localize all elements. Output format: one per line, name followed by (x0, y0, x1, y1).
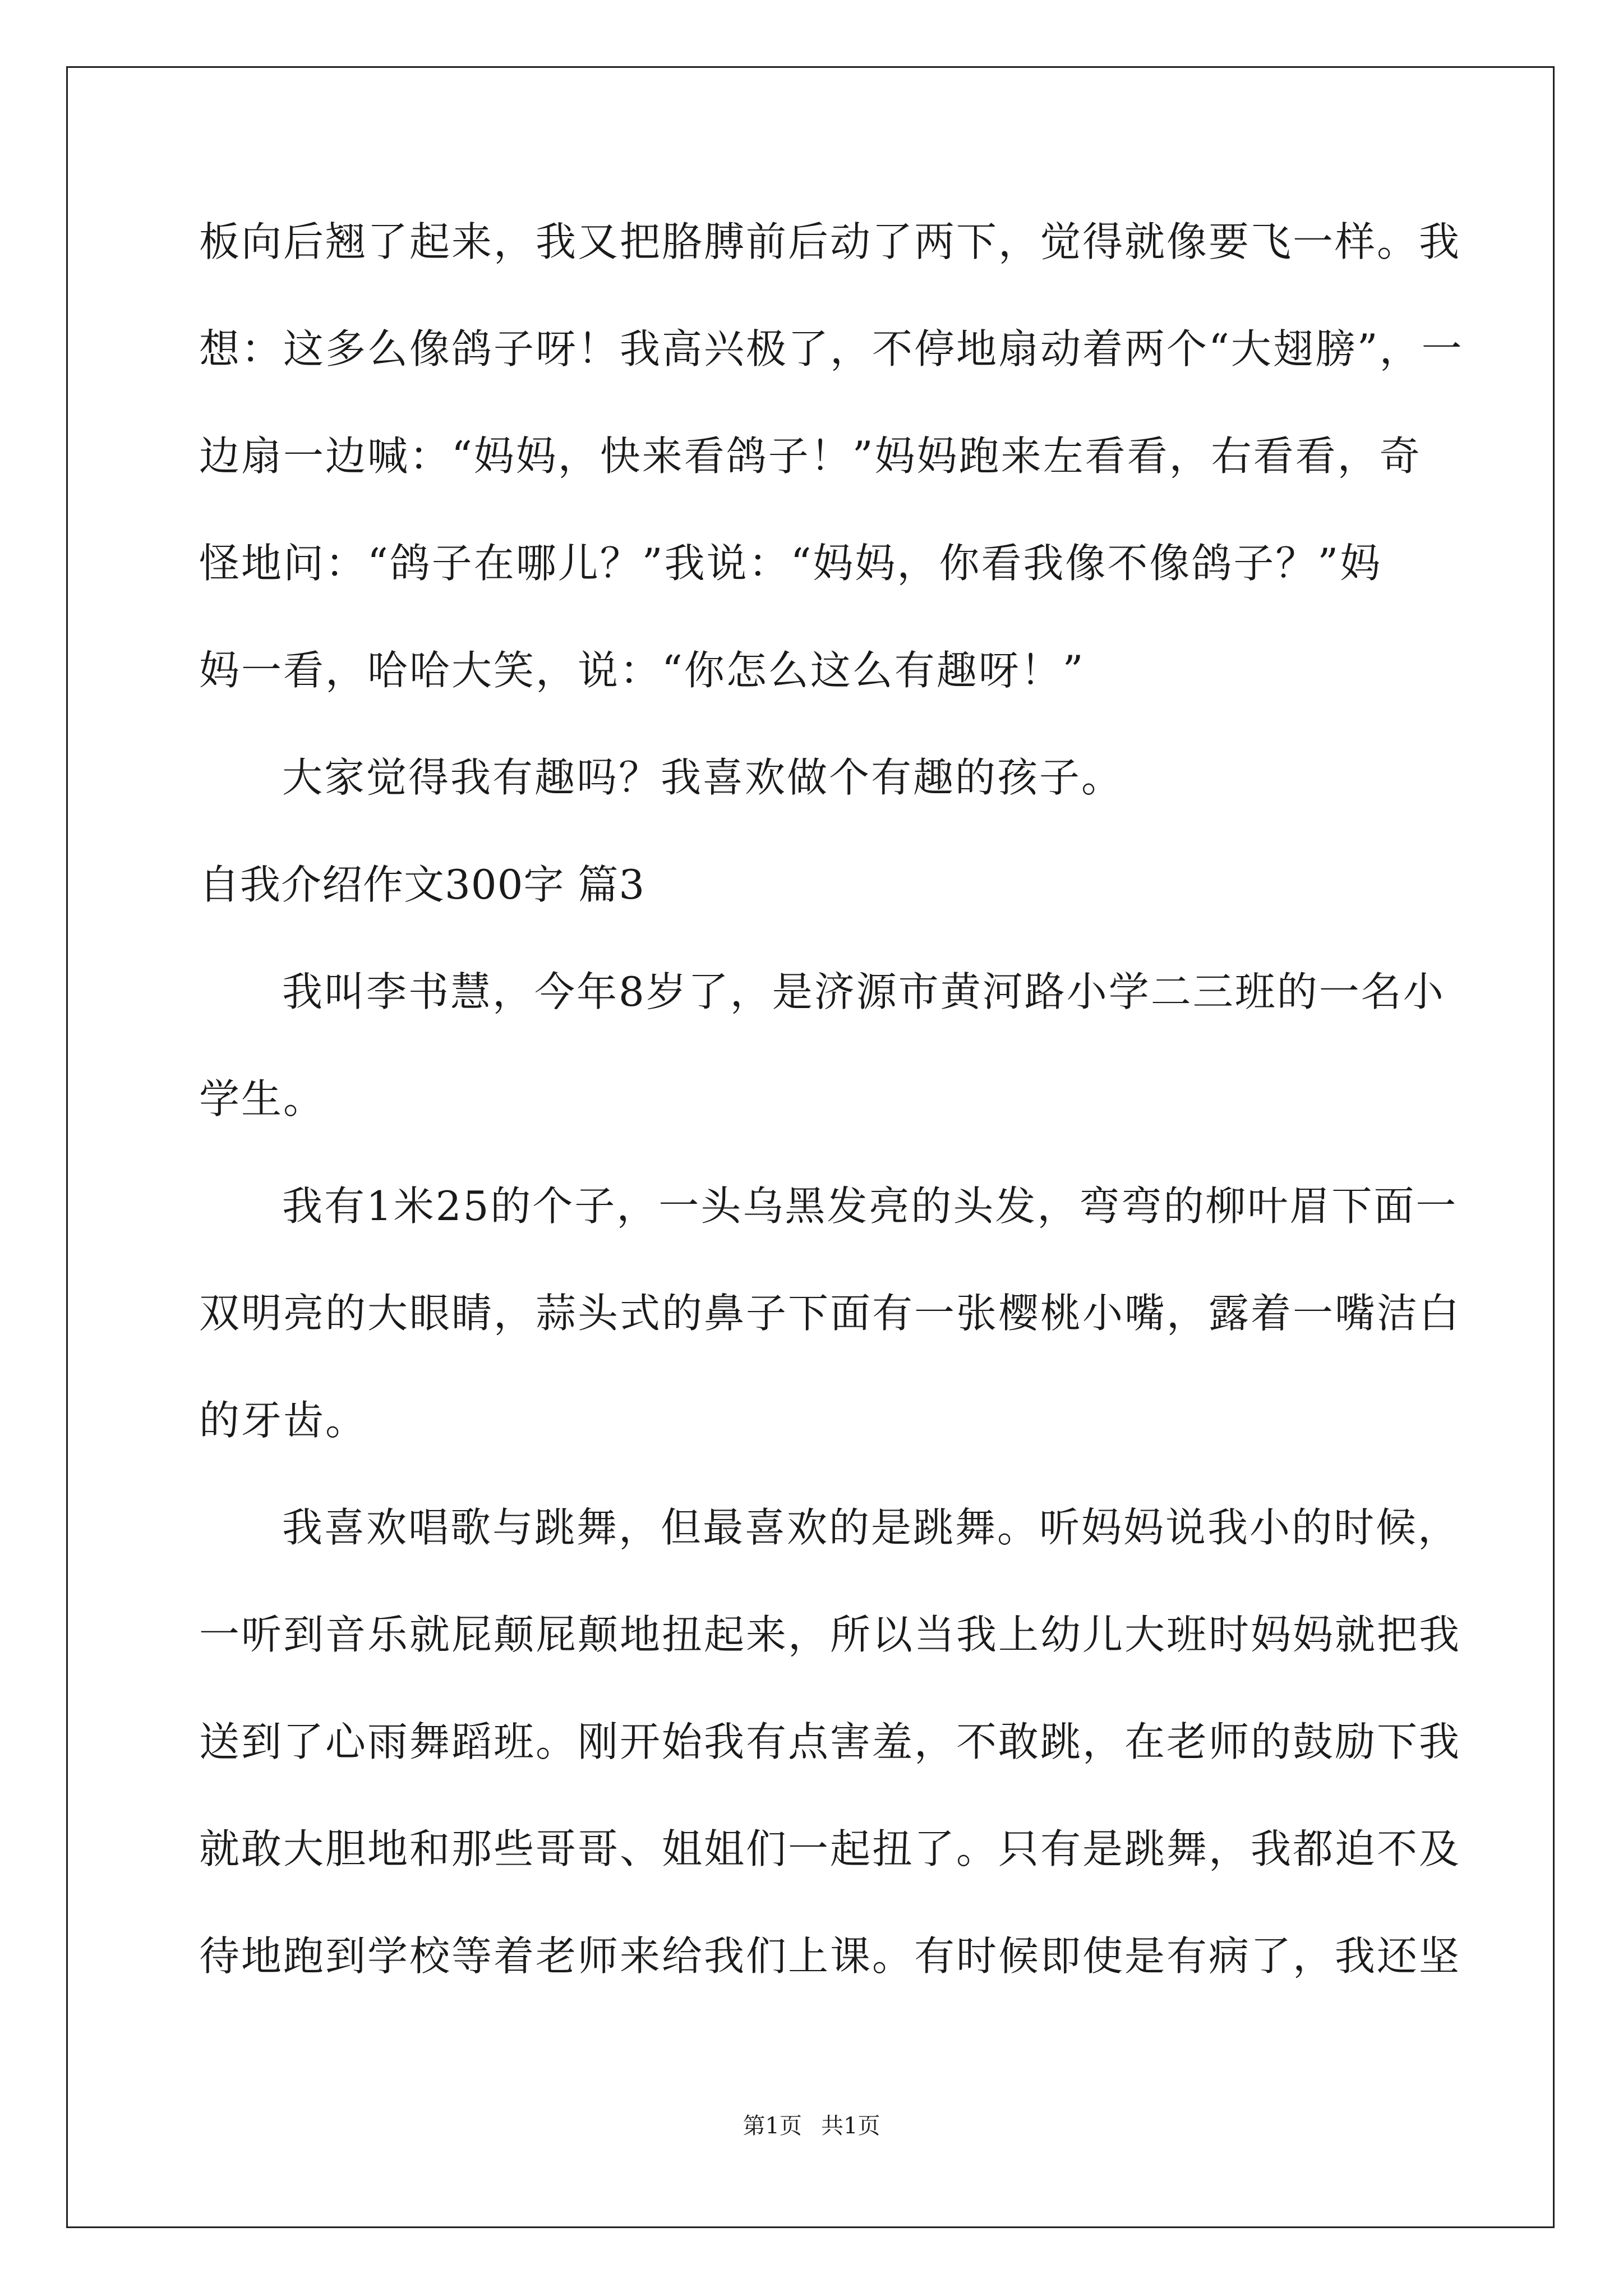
paragraph-line: 边扇一边喊：“妈妈，快来看鸽子！”妈妈跑来左看看，右看看，奇 (199, 432, 1422, 480)
page-footer (0, 2115, 1623, 2137)
paragraph-line: 怪地问：“鸽子在哪儿？”我说：“妈妈，你看我像不像鸽子？”妈 (199, 540, 1382, 587)
paragraph-line: 送到了心雨舞蹈班。刚开始我有点害羞，不敢跳，在老师的鼓励下我 (199, 1718, 1461, 1765)
section-heading: 自我介绍作文300字 篇3 (199, 861, 645, 908)
paragraph-line: 大家觉得我有趣吗？我喜欢做个有趣的孩子。 (282, 754, 1124, 801)
paragraph-line: 的牙齿。 (199, 1397, 368, 1444)
paragraph-line: 就敢大胆地和那些哥哥、姐姐们一起扭了。只有是跳舞，我都迫不及 (199, 1825, 1461, 1872)
document-body (199, 218, 1464, 2043)
page-count: 共1页 (821, 2113, 880, 2139)
paragraph-line: 我有1米25的个子，一头乌黑发亮的头发，弯弯的柳叶眉下面一 (282, 1182, 1458, 1230)
paragraph-line: 待地跑到学校等着老师来给我们上课。有时候即使是有病了，我还坚 (199, 1932, 1461, 1980)
paragraph-line: 双明亮的大眼睛，蒜头式的鼻子下面有一张樱桃小嘴，露着一嘴洁白 (199, 1290, 1461, 1337)
page-number: 第1页 (743, 2113, 802, 2139)
paragraph-line: 妈一看，哈哈大笑，说：“你怎么这么有趣呀！” (199, 647, 1085, 694)
paragraph-line: 我叫李书慧，今年8岁了，是济源市黄河路小学二三班的一名小 (282, 968, 1445, 1015)
paragraph-line: 板向后翘了起来，我又把胳膊前后动了两下，觉得就像要飞一样。我 (199, 218, 1461, 265)
paragraph-line: 想：这多么像鸽子呀！我高兴极了，不停地扇动着两个“大翅膀”，一 (199, 325, 1464, 372)
paragraph-line: 一听到音乐就屁颠屁颠地扭起来，所以当我上幼儿大班时妈妈就把我 (199, 1611, 1461, 1658)
paragraph-line: 我喜欢唱歌与跳舞，但最喜欢的是跳舞。听妈妈说我小的时候， (282, 1504, 1460, 1551)
paragraph-line: 学生。 (199, 1075, 326, 1122)
